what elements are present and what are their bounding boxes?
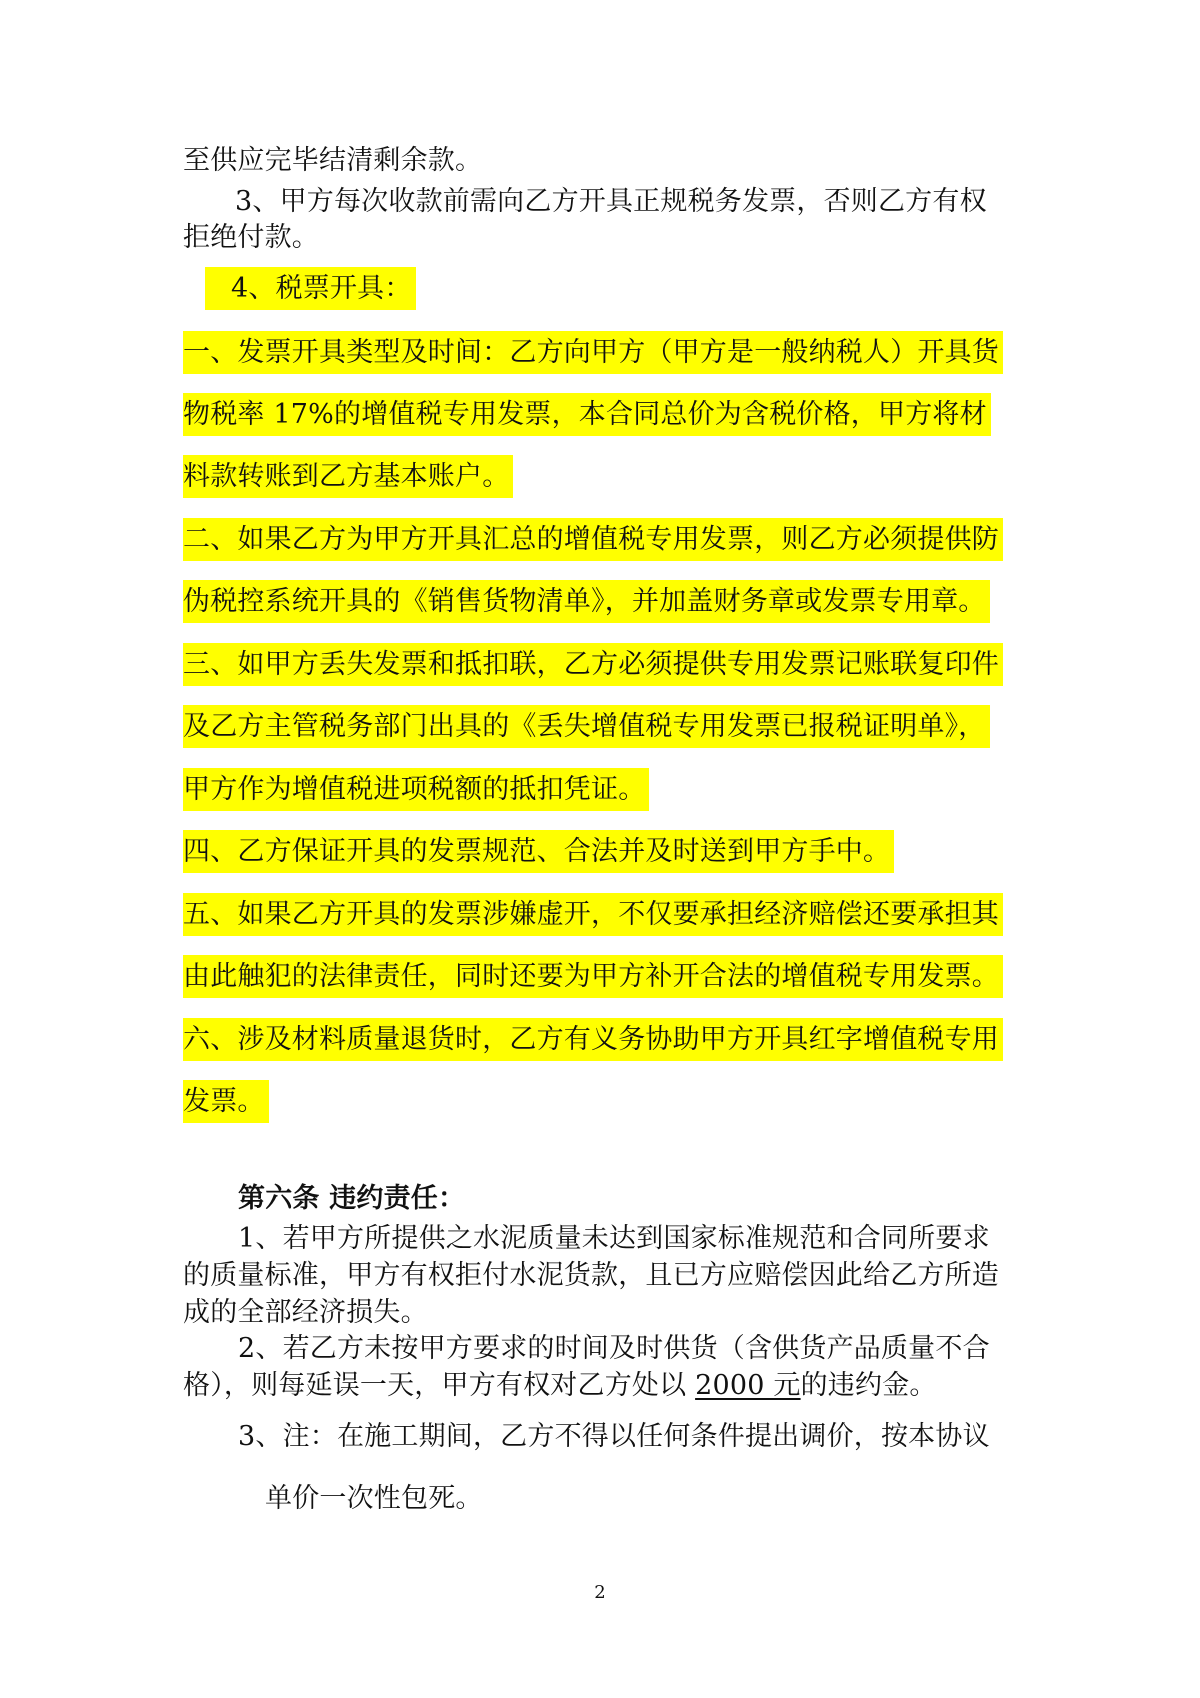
highlighted-text: 一、发票开具类型及时间：乙方向甲方（甲方是一般纳税人）开具货 — [183, 331, 1003, 374]
highlighted-line — [183, 583, 990, 621]
highlighted-text: 发票。 — [183, 1080, 269, 1123]
highlighted-line — [183, 708, 990, 746]
highlighted-line — [183, 1021, 1003, 1059]
heading-text: 第六条 违约责任： — [238, 1183, 466, 1214]
line-text: 3、注：在施工期间，乙方不得以任何条件提出调价，按本协议 — [238, 1421, 990, 1452]
highlighted-line — [205, 270, 416, 308]
section-heading — [238, 1180, 465, 1218]
text-line — [183, 219, 319, 257]
highlighted-text: 四、乙方保证开具的发票规范、合法并及时送到甲方手中。 — [183, 830, 894, 873]
highlighted-line — [183, 646, 1003, 684]
text-line — [183, 142, 482, 180]
highlighted-text: 由此触犯的法律责任，同时还要为甲方补开合法的增值税专用发票。 — [183, 955, 1003, 998]
highlighted-line — [183, 458, 513, 496]
highlighted-line — [183, 771, 649, 809]
line-text: 至供应完毕结清剩余款。 — [183, 145, 483, 176]
highlighted-line — [183, 521, 1003, 559]
text-line — [238, 1418, 990, 1456]
highlighted-text: 六、涉及材料质量退货时，乙方有义务协助甲方开具红字增值税专用 — [183, 1018, 1003, 1061]
text-line — [235, 183, 987, 221]
highlighted-text: 料款转账到乙方基本账户。 — [183, 455, 513, 498]
highlighted-line — [183, 1083, 269, 1121]
text-line — [265, 1480, 483, 1518]
text-line — [183, 1257, 999, 1295]
line-text: 的质量标准，甲方有权拒付水泥货款，且已方应赔偿因此给乙方所造 — [183, 1260, 999, 1291]
line-text: 拒绝付款。 — [183, 222, 319, 253]
page-number: 2 — [594, 1582, 606, 1603]
highlighted-text: 4、税票开具： — [205, 267, 416, 310]
highlighted-text: 三、如甲方丢失发票和抵扣联，乙方必须提供专用发票记账联复印件 — [183, 643, 1003, 686]
line-text: 单价一次性包死。 — [265, 1483, 483, 1514]
highlighted-line — [183, 833, 894, 871]
text-line — [238, 1220, 990, 1258]
penalty-amount: 2000 元 — [695, 1370, 801, 1401]
highlighted-text: 五、如果乙方开具的发票涉嫌虚开，不仅要承担经济赔偿还要承担其 — [183, 893, 1003, 936]
line-text: 2、若乙方未按甲方要求的时间及时供货（含供货产品质量不合 — [238, 1333, 990, 1364]
line-text: 成的全部经济损失。 — [183, 1297, 428, 1328]
line-text: 1、若甲方所提供之水泥质量未达到国家标准规范和合同所要求 — [238, 1223, 990, 1254]
text-line — [238, 1330, 990, 1368]
highlighted-line — [183, 958, 1003, 996]
highlighted-text: 甲方作为增值税进项税额的抵扣凭证。 — [183, 768, 649, 811]
highlighted-text: 伪税控系统开具的《销售货物清单》，并加盖财务章或发票专用章。 — [183, 580, 990, 623]
line-text: 的违约金。 — [800, 1370, 937, 1401]
highlighted-line — [183, 896, 1003, 934]
text-line — [183, 1367, 937, 1405]
line-text: 格），则每延误一天，甲方有权对乙方处以 — [183, 1370, 696, 1401]
highlighted-text: 及乙方主管税务部门出具的《丢失增值税专用发票已报税证明单》， — [183, 705, 990, 748]
highlighted-text: 物税率 17%的增值税专用发票，本合同总价为含税价格，甲方将材 — [183, 393, 991, 436]
text-line — [183, 1294, 428, 1332]
highlighted-line — [183, 334, 1003, 372]
line-text: 3、甲方每次收款前需向乙方开具正规税务发票，否则乙方有权 — [235, 186, 987, 217]
highlighted-line — [183, 396, 991, 434]
highlighted-text: 二、如果乙方为甲方开具汇总的增值税专用发票，则乙方必须提供防 — [183, 518, 1003, 561]
